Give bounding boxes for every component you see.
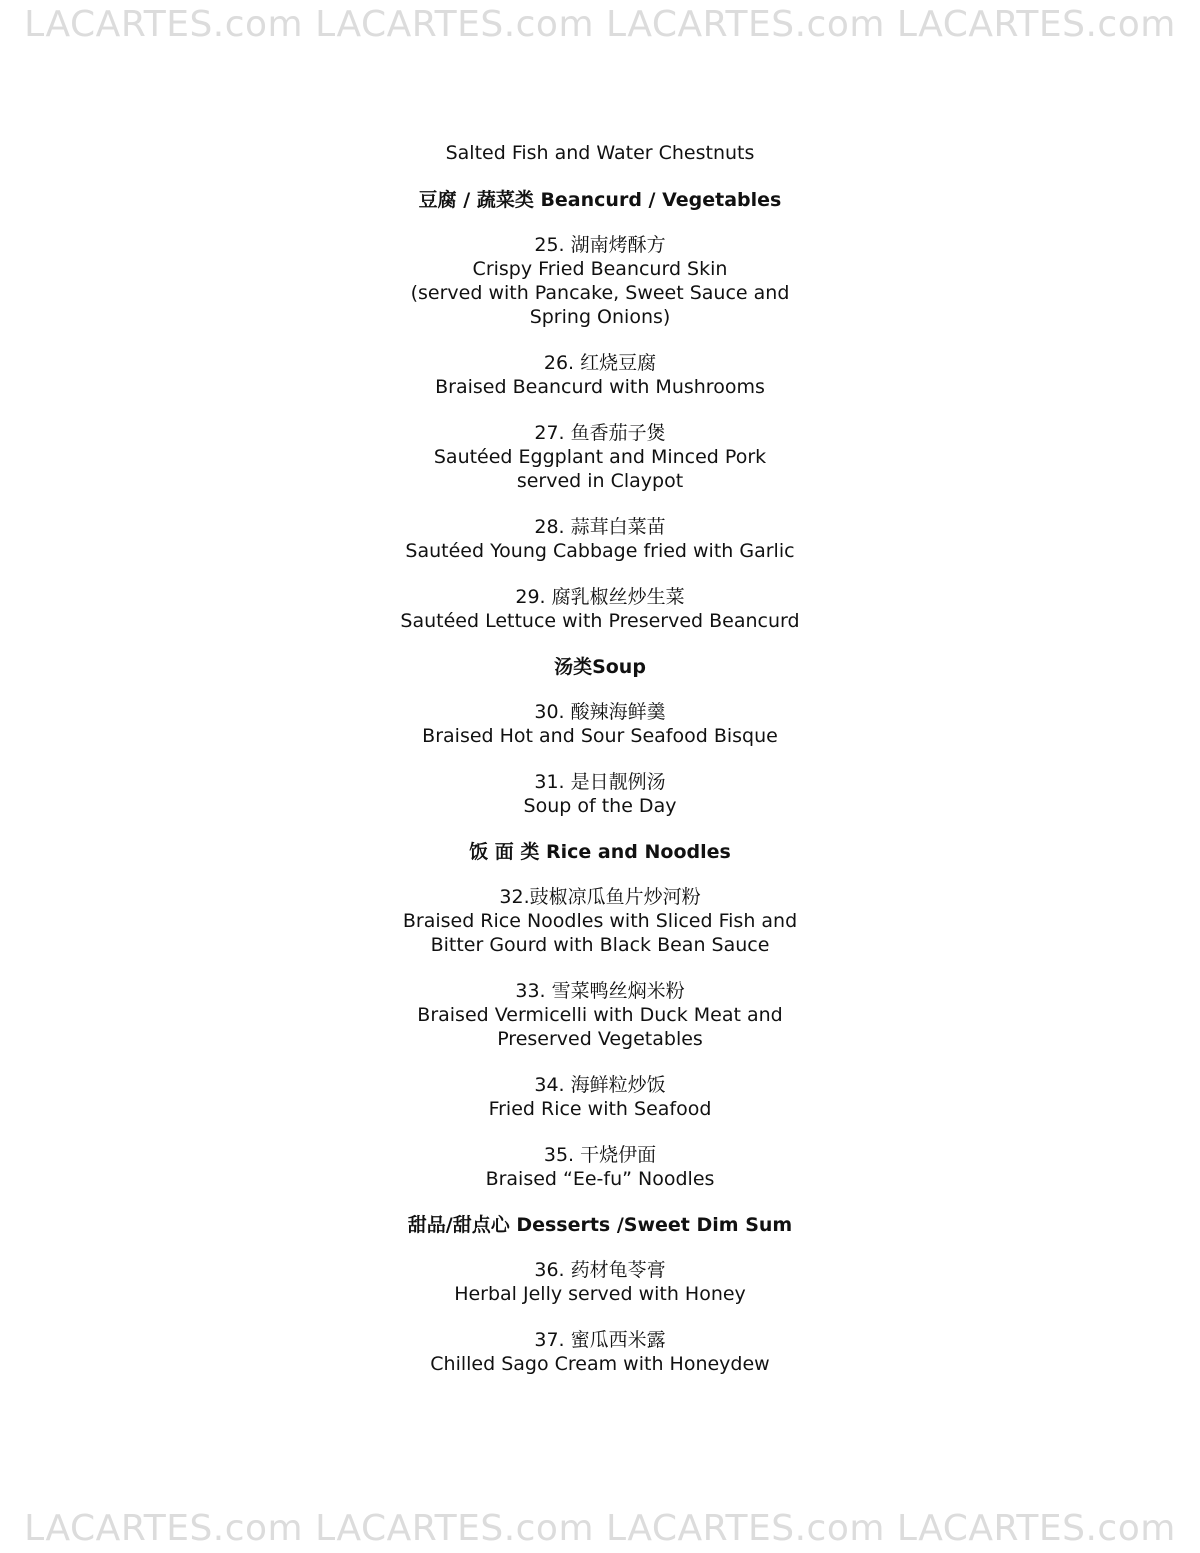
section-heading: 甜品/甜点心 Desserts /Sweet Dim Sum [407,1214,793,1236]
watermark-bottom: LACARTES.com LACARTES.com LACARTES.com LACARTES.com [24,1508,1176,1549]
menu-sections [250,188,950,1376]
menu-item-description: Sautéed Eggplant and Minced Pork [433,446,767,468]
menu-item-description: Chilled Sago Cream with Honeydew [430,1353,770,1375]
menu-item-description: Soup of the Day [523,795,677,817]
menu-item-description: Braised Vermicelli with Duck Meat and [417,1004,783,1026]
menu-item [250,700,950,748]
menu-page [250,141,950,1398]
menu-item-description: Sautéed Young Cabbage fried with Garlic [405,540,795,562]
menu-item-title: 31. 是日靓例汤 [534,771,666,793]
menu-item-title: 26. 红烧豆腐 [543,352,657,374]
menu-item-description: Fried Rice with Seafood [488,1098,712,1120]
menu-item-description: Braised Hot and Sour Seafood Bisque [422,725,778,747]
menu-item-title: 30. 酸辣海鲜羹 [534,701,666,723]
watermark-top: LACARTES.com LACARTES.com LACARTES.com LACARTES.com [24,4,1176,45]
menu-item-title: 28. 蒜茸白菜苗 [534,516,666,538]
menu-item [250,770,950,818]
menu-item-title: 34. 海鲜粒炒饭 [534,1074,666,1096]
menu-item [250,1143,950,1191]
intro-line: Salted Fish and Water Chestnuts [445,142,755,164]
menu-item-title: 35. 干烧伊面 [543,1144,657,1166]
menu-item-title: 27. 鱼香茄子煲 [534,422,666,444]
section-heading: 饭 面 类 Rice and Noodles [469,841,731,863]
menu-item-title: 32.豉椒凉瓜鱼片炒河粉 [499,886,701,908]
menu-item [250,421,950,493]
menu-item-title: 25. 湖南烤酥方 [534,234,666,256]
menu-item [250,885,950,957]
menu-item-description: served in Claypot [516,470,684,492]
menu-item [250,1328,950,1376]
menu-item [250,979,950,1051]
menu-item-description: Herbal Jelly served with Honey [454,1283,746,1305]
menu-item [250,1073,950,1121]
menu-item-description: Braised “Ee-fu” Noodles [485,1168,715,1190]
menu-item [250,351,950,399]
menu-item-description: (served with Pancake, Sweet Sauce and [410,282,790,304]
menu-item [250,1258,950,1306]
menu-item-description: Spring Onions) [529,306,671,328]
menu-item-description: Sautéed Lettuce with Preserved Beancurd [400,610,800,632]
menu-item-title: 33. 雪菜鸭丝焖米粉 [515,980,685,1002]
menu-item-title: 29. 腐乳椒丝炒生菜 [515,586,685,608]
menu-item-description: Crispy Fried Beancurd Skin [472,258,728,280]
menu-item-title: 37. 蜜瓜西米露 [534,1329,666,1351]
menu-item [250,233,950,329]
menu-item [250,585,950,633]
menu-item-description: Braised Rice Noodles with Sliced Fish and [402,910,798,932]
section-heading: 汤类Soup [554,656,646,678]
menu-item-description: Bitter Gourd with Black Bean Sauce [430,934,770,956]
menu-item-title: 36. 药材龟苓膏 [534,1259,666,1281]
section-heading: 豆腐 / 蔬菜类 Beancurd / Vegetables [418,189,782,211]
menu-item [250,515,950,563]
menu-item-description: Preserved Vegetables [497,1028,703,1050]
menu-item-description: Braised Beancurd with Mushrooms [435,376,765,398]
